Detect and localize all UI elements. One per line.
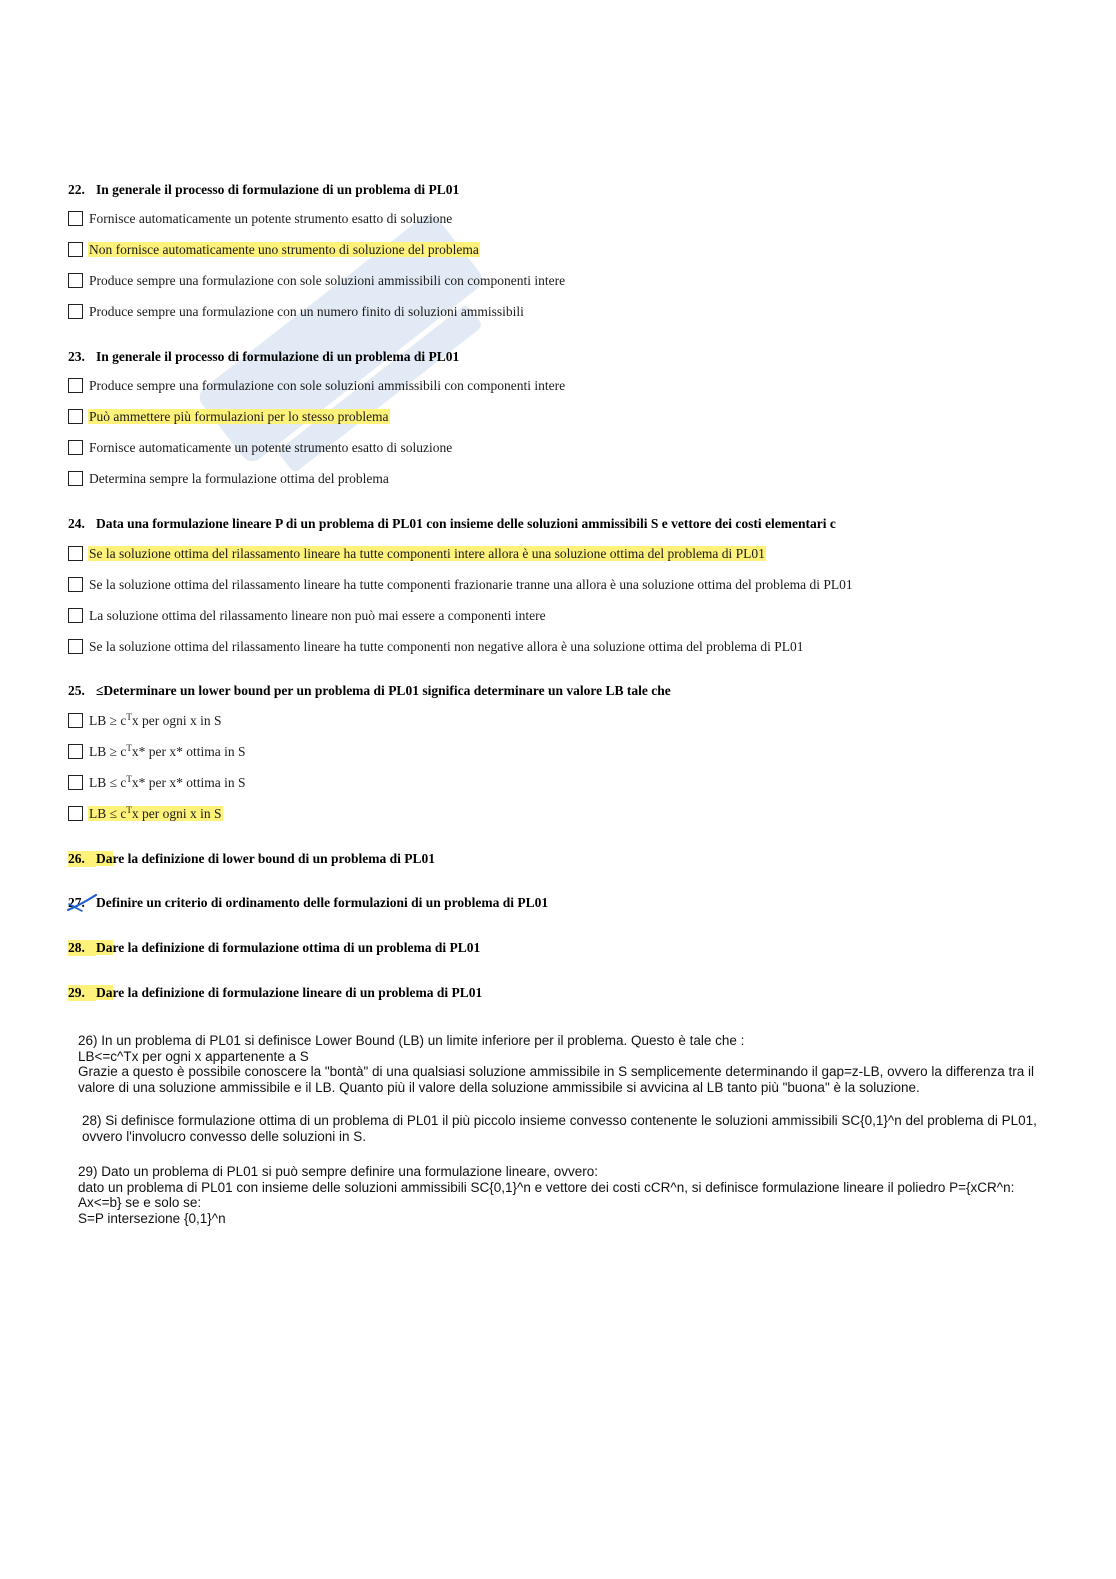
question-24-title: 24. Data una formulazione lineare P di un problema di PL01 con insieme delle soluzioni ammissibili S e vettore dei costi elementari c [68, 516, 836, 531]
answer-line: 28) Si definisce formulazione ottima di un problema di PL01 il più piccolo insieme convesso contenente le soluzioni ammissibili SC{0,1}^n del problema di PL01, [82, 1113, 1037, 1128]
checkbox[interactable] [68, 409, 83, 424]
question-24-option-1[interactable]: Se la soluzione ottima del rilassamento lineare ha tutte componenti intere allora è una soluzione ottima del problema di PL01 [68, 545, 766, 563]
answer-line: Ax<=b} se e solo se: [78, 1195, 202, 1210]
question-29-title: 29. Dare la definizione di formulazione lineare di un problema di PL01 [68, 985, 483, 1000]
checkbox[interactable] [68, 639, 83, 654]
question-22-title: 22. In generale il processo di formulazione di un problema di PL01 [68, 182, 460, 197]
answer-line: Grazie a questo è possibile conoscere la "bontà" di una qualsiasi soluzione ammissibile in S semplicemente determinando il gap=z-LB, ovvero la differenza tra il [78, 1064, 1034, 1079]
question-24-option-4[interactable]: Se la soluzione ottima del rilassamento lineare ha tutte componenti non negative allora è una soluzione ottima del problema di PL01 [68, 638, 805, 656]
question-22-option-4[interactable]: Produce sempre una formulazione con un numero finito di soluzioni ammissibili [68, 303, 525, 321]
answer-line: 26) In un problema di PL01 si definisce Lower Bound (LB) un limite inferiore per il problema. Questo è tale che : [78, 1033, 745, 1048]
question-25-option-1[interactable]: LB ≥ $c^Tx$ per ogni x in S [68, 712, 223, 730]
question-26-title: 26. Dare la definizione di lower bound di un problema di PL01 [68, 851, 436, 866]
question-22-option-1[interactable]: Fornisce automaticamente un potente strumento esatto di soluzione [68, 210, 453, 228]
question-23-option-4[interactable]: Determina sempre la formulazione ottima del problema [68, 470, 390, 488]
answer-line: ovvero l'involucro convesso delle soluzioni in S. [82, 1128, 366, 1144]
answer-26 [78, 1033, 1034, 1095]
checkbox[interactable] [68, 273, 83, 288]
answer-line: valore di una soluzione ammissibile e il LB. Quanto più il valore della soluzione ammissibile si avvicina al LB tanto più "buona" è la soluzione. [78, 1079, 920, 1095]
checkbox[interactable] [68, 713, 83, 728]
checkbox[interactable] [68, 242, 83, 257]
question-22-option-3[interactable]: Produce sempre una formulazione con sole soluzioni ammissibili con componenti intere [68, 272, 566, 290]
answer-29 [78, 1164, 1014, 1226]
question-23-option-1[interactable]: Produce sempre una formulazione con sole soluzioni ammissibili con componenti intere [68, 377, 566, 395]
question-23-option-2[interactable]: Può ammettere più formulazioni per lo stesso problema [68, 408, 390, 426]
checkbox[interactable] [68, 304, 83, 319]
checkbox[interactable] [68, 378, 83, 393]
question-27-title: 27. Definire un criterio di ordinamento delle formulazioni di un problema di PL01 [68, 895, 549, 910]
question-25-option-2[interactable]: LB ≥ $c^Tx*$ per x* ottima in S [68, 743, 247, 761]
checkbox[interactable] [68, 471, 83, 486]
answer-line: S=P intersezione {0,1}^n [78, 1210, 226, 1226]
checkbox[interactable] [68, 440, 83, 455]
checkbox[interactable] [68, 775, 83, 790]
answer-line: LB<=c^Tx per ogni x appartenente a S [78, 1048, 309, 1064]
checkbox[interactable] [68, 577, 83, 592]
answer-28 [82, 1113, 1037, 1144]
checkbox[interactable] [68, 806, 83, 821]
checkbox[interactable] [68, 546, 83, 561]
question-24-option-2[interactable]: Se la soluzione ottima del rilassamento lineare ha tutte componenti frazionarie tranne una allora è una soluzione ottima del problema di PL01 [68, 576, 854, 594]
question-25-title: 25. ≤Determinare un lower bound per un problema di PL01 significa determinare un valore LB tale che [68, 683, 671, 698]
question-25-option-4[interactable]: LB ≤ $c^Tx$ per ogni x in S [68, 805, 223, 823]
answer-line: 29) Dato un problema di PL01 si può sempre definire una formulazione lineare, ovvero: [78, 1164, 599, 1179]
question-23-option-3[interactable]: Fornisce automaticamente un potente strumento esatto di soluzione [68, 439, 453, 457]
checkbox[interactable] [68, 744, 83, 759]
checkbox[interactable] [68, 211, 83, 226]
answer-line: dato un problema di PL01 con insieme delle soluzioni ammissibili SC{0,1}^n e vettore dei costi cCR^n, si definisce formulazione lineare il poliedro P={xCR^n: [78, 1179, 1015, 1195]
question-24-option-3[interactable]: La soluzione ottima del rilassamento lineare non può mai essere a componenti intere [68, 607, 547, 625]
question-23-title: 23. In generale il processo di formulazione di un problema di PL01 [68, 349, 460, 364]
question-28-title: 28. Dare la definizione di formulazione ottima di un problema di PL01 [68, 940, 481, 955]
checkbox[interactable] [68, 608, 83, 623]
question-22-option-2[interactable]: Non fornisce automaticamente uno strumento di soluzione del problema [68, 241, 480, 259]
question-25-option-3[interactable]: LB ≤ $c^Tx*$ per x* ottima in S [68, 774, 247, 792]
